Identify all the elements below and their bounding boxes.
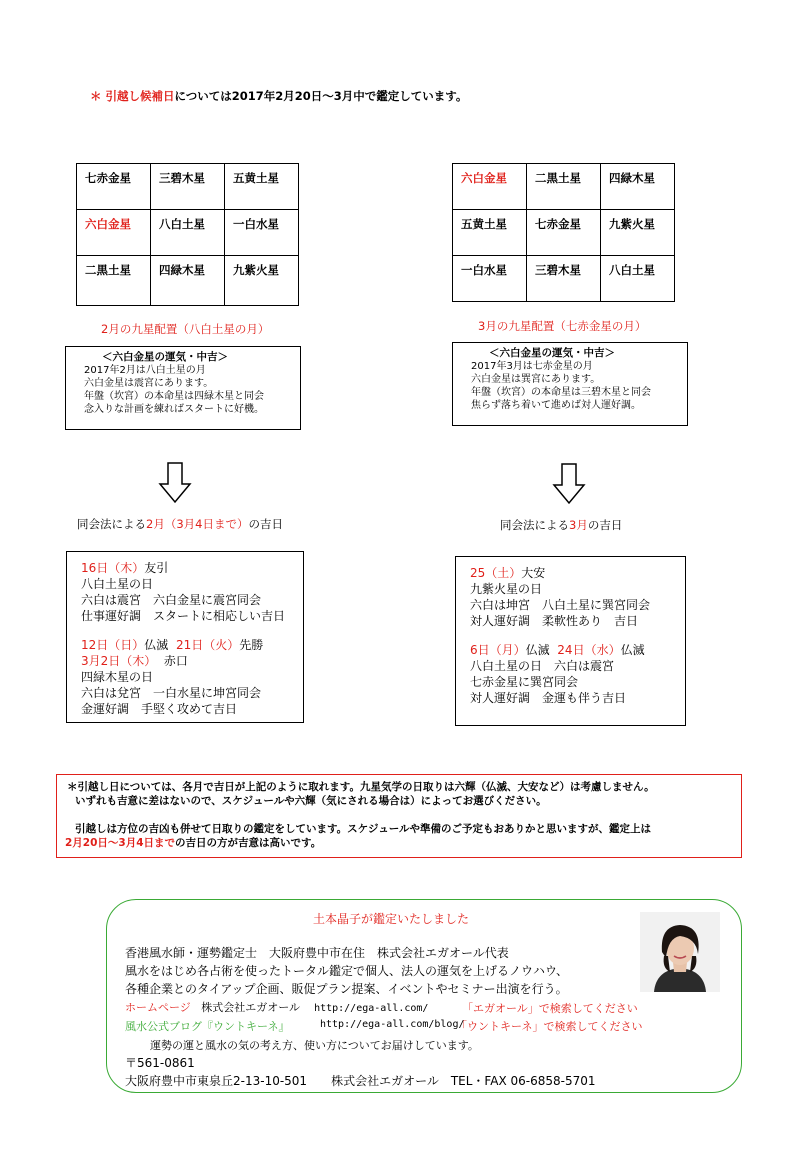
grid-cell: 一白水星 [453,256,527,302]
lucky-day-header [81,653,303,669]
fortune-line: 年盤（坎宮）の本命星は四緑木星と同会 [84,391,264,402]
lucky-day-header [81,637,303,653]
feb-grid-caption: 2月の九星配置（八白土星の月） [101,322,270,336]
lucky-day-header [470,642,685,658]
rule-highlight: 3月 [569,518,588,532]
lucky-date: 24日（水） [557,643,621,657]
lucky-day-line: 金運好調 手堅く攻めて吉日 [81,702,238,716]
fortune-line: 六白金星は震宮にあります。 [84,378,214,389]
grid-cell: 九紫火星 [601,210,675,256]
notice-line: ＊引越し日については、各月で吉日が上記のように取れます。九星気学の日取りは六輝（仏滅、大安など）は考慮しません。 [67,781,655,793]
mar-grid-caption: 3月の九星配置（七赤金星の月） [478,319,647,333]
top-note-highlight: 引越し候補日 [105,89,175,103]
homepage-search-hint: 「エガオール」で検索してください [462,1002,638,1015]
profile-title: 土本晶子が鑑定いたしました [313,912,470,926]
blog-search-hint: 「ウントキーネ」で検索してください [456,1020,643,1033]
lucky-day-header [470,565,685,581]
notice-line [65,836,741,850]
top-note-text: については2017年2月20日～3月中で鑑定しています。 [174,89,468,103]
lucky-day-line: 八白土星の日 六白は震宮 [470,659,615,673]
lucky-day-line: 四緑木星の日 [81,670,154,684]
grid-cell-highlight: 六白金星 [453,164,527,210]
grid-cell: 五黄土星 [453,210,527,256]
homepage-row [125,999,428,1015]
down-arrow-icon [158,462,192,504]
grid-cell: 三碧木星 [527,256,601,302]
profile-line: 風水をはじめ各占術を使ったトータル鑑定で個人、法人の運気を上げるノウハウ、 [125,964,569,978]
notice-highlight: 2月20日～3月4日まで [65,837,176,849]
blog-description: 運勢の運と風水の気の考え方、使い方についてお届けしています。 [150,1039,479,1052]
fortune-line: 年盤（坎宮）の本命星は三碧木星と同会 [471,387,651,398]
notice-line: いずれも吉意に差はないので、スケジュールや六輝（気にされる場合は）によってお選びください。 [75,795,547,807]
fortune-line: 焦らず落ち着いて進めば対人運好調。 [471,400,641,411]
grid-cell: 八白土星 [151,210,225,256]
grid-cell: 九紫火星 [225,256,299,306]
rule-suffix: の吉日 [587,518,623,532]
feb-lucky-days-title [77,516,283,532]
lucky-day-line: 六白は震宮 六白金星に震宮同会 [81,593,262,607]
lucky-day-line: 対人運好調 柔軟性あり 吉日 [470,614,639,628]
rule-prefix: 同会法による [500,518,569,532]
blog-row [125,1018,289,1034]
lucky-day-line: 八白土星の日 [81,577,154,591]
profile-line: 各種企業とのタイアップ企画、販促プラン提案、イベントやセミナー出演を行う。 [125,982,568,996]
fortune-line: 念入りな計画を練ればスタートに好機。 [84,404,264,415]
grid-cell: 三碧木星 [151,164,225,210]
down-arrow-icon [552,463,586,505]
grid-cell: 四緑木星 [601,164,675,210]
lucky-date: 12日（日） [81,638,145,652]
rokuyo-tag: 先勝 [239,638,264,652]
rokuyo-tag: 大安 [521,566,546,580]
grid-cell: 四緑木星 [151,256,225,306]
feb-star-grid [76,163,299,306]
lucky-day-line: 九紫火星の日 [470,582,543,596]
grid-cell: 二黒土星 [77,256,151,306]
moving-day-notice [56,774,742,858]
asterisk: ＊ [90,89,102,103]
homepage-link[interactable]: ホームページ [125,1001,191,1014]
rokuyo-tag: 仏滅 [525,643,550,657]
grid-cell-highlight: 六白金星 [77,210,151,256]
top-note [90,88,467,104]
mar-lucky-days-box [455,556,686,726]
lucky-day-header [81,560,303,576]
grid-cell: 五黄土星 [225,164,299,210]
postal-code: 〒561-0861 [125,1056,195,1070]
mar-star-grid [452,163,675,302]
portrait-image [640,912,720,992]
notice-text: の吉日の方が吉意は高いです。 [175,837,322,849]
lucky-date: 16日（木） [81,561,145,575]
lucky-date: 6日（月） [470,643,526,657]
lucky-day-line: 対人運好調 金運も伴う吉日 [470,691,627,705]
lucky-day-line: 六白は坤宮 八白土星に巽宮同会 [470,598,651,612]
lucky-day-line: 七赤金星に巽宮同会 [470,675,579,689]
notice-line: 引越しは方位の吉凶も併せて日取りの鑑定をしています。スケジュールや準備のご予定もおありかと思いますが、鑑定上は [75,823,652,835]
grid-cell: 七赤金星 [527,210,601,256]
rule-highlight: 2月（3月4日まで） [146,517,249,531]
feb-fortune-box [65,346,301,430]
profile-photo [640,912,720,992]
mar-fortune-box [452,342,688,426]
rokuyo-tag: 仏滅 [620,643,645,657]
rokuyo-tag: 仏滅 [144,638,169,652]
rokuyo-tag: 友引 [144,561,169,575]
lucky-day-line: 六白は兌宮 一白水星に坤宮同会 [81,686,262,700]
lucky-date: 3月2日（木） [81,654,157,668]
rule-suffix: の吉日 [248,517,283,531]
grid-cell: 七赤金星 [77,164,151,210]
blog-url[interactable]: http://ega-all.com/blog/ [320,1019,465,1030]
profile-line: 香港風水師・運勢鑑定士 大阪府豊中市在住 株式会社エガオール代表 [125,946,509,960]
mar-lucky-days-title [500,517,622,533]
company-name: 株式会社エガオール [201,1001,301,1014]
grid-cell: 八白土星 [601,256,675,302]
blog-link[interactable]: 風水公式ブログ『ウントキーネ』 [125,1020,290,1033]
lucky-date: 25（土） [470,566,522,580]
address-line: 大阪府豊中市東泉丘2-13-10-501 株式会社エガオール TEL・FAX 06-6858-5701 [125,1074,596,1088]
fortune-line: 六白金星は巽宮にあります。 [471,374,601,385]
grid-cell: 二黒土星 [527,164,601,210]
fortune-line: 2017年2月は八白土星の月 [84,365,206,376]
lucky-date: 21日（火） [175,638,240,652]
fortune-title: ＜六白金星の運気・中吉＞ [102,351,228,363]
homepage-url[interactable]: http://ega-all.com/ [314,1003,429,1014]
fortune-line: 2017年3月は七赤金星の月 [471,361,593,372]
feb-lucky-days-box [66,551,304,723]
lucky-day-line: 仕事運好調 スタートに相応しい吉日 [81,609,286,623]
grid-cell: 一白水星 [225,210,299,256]
rule-prefix: 同会法による [77,517,146,531]
fortune-title: ＜六白金星の運気・中吉＞ [489,347,615,359]
rokuyo-tag: 赤口 [163,654,188,668]
